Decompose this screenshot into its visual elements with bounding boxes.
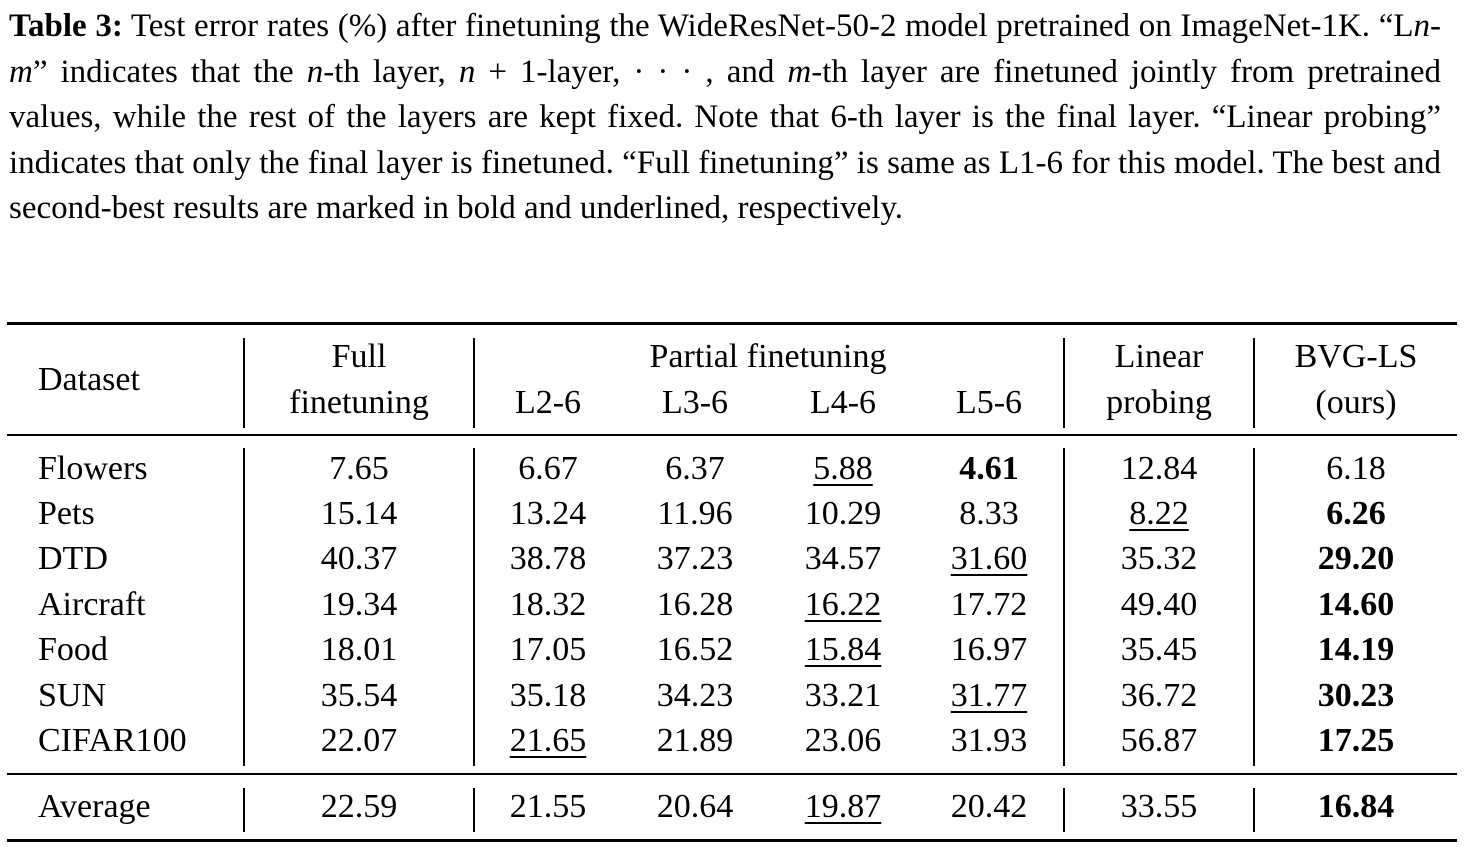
caption-var: m [9,53,33,90]
column-divider [1063,448,1065,766]
bottom-rule [7,839,1457,842]
table-row-value: 8.33 [959,495,1019,532]
caption-label: Table 3: [9,8,123,44]
average-rule [7,773,1457,775]
table-row-label: Food [38,631,108,668]
table-row-value: 33.21 [804,677,882,714]
table-row-value: 35.18 [509,677,587,714]
table-row-label: DTD [38,540,108,577]
table-row-value: 12.84 [1120,450,1198,487]
table-row-value: 14.60 [1317,586,1395,623]
table-row-label: Aircraft [38,586,146,623]
table-row-value: 13.24 [509,495,587,532]
header-ours-line2: (ours) [1315,384,1397,421]
table-row-value: 35.32 [1120,540,1198,577]
column-divider [473,338,475,428]
table-row-value: 7.65 [329,450,389,487]
table-row-value: 23.06 [804,722,882,759]
average-row-value: 21.55 [509,788,587,825]
table-row-value: 11.96 [657,495,733,532]
table-row-label: SUN [38,677,107,714]
table-row-value: 5.88 [813,450,873,487]
column-divider [1063,338,1065,428]
table-row-value: 16.22 [804,586,882,623]
table-row-value: 18.01 [320,631,398,668]
caption-var: n [1413,8,1431,44]
table-row-value: 38.78 [509,540,587,577]
header-linear-line2: probing [1106,384,1212,421]
caption-text: -th layer, [323,53,459,90]
table-row-value: 4.61 [959,450,1019,487]
table-row-value: 35.54 [320,677,398,714]
column-divider [1253,788,1255,832]
column-divider [473,788,475,832]
table-row-value: 17.05 [509,631,587,668]
table-row-value: 16.97 [950,631,1028,668]
table-row-value: 30.23 [1317,677,1395,714]
table-row-value: 29.20 [1317,540,1395,577]
table-row-value: 8.22 [1129,495,1189,532]
table-row-value: 34.23 [656,677,734,714]
table-row-value: 56.87 [1120,722,1198,759]
average-row-value: 20.64 [656,788,734,825]
table-row-value: 6.37 [665,450,725,487]
average-row-value: 33.55 [1120,788,1198,825]
header-rule [7,434,1457,436]
table-row-value: 15.14 [320,495,398,532]
table-row-value: 6.26 [1326,495,1386,532]
table-row-value: 31.60 [950,540,1028,577]
header-l4-6: L4-6 [809,384,877,421]
table-row-value: 37.23 [656,540,734,577]
caption-text: Test error rates (%) after finetuning the WideResNet-50-2 model pretrained on ImageNet-1K. “L [122,8,1414,44]
table-row-value: 19.34 [320,586,398,623]
average-row-value: 22.59 [320,788,398,825]
table-row-value: 14.19 [1317,631,1395,668]
table-row-value: 36.72 [1120,677,1198,714]
table-row-value: 16.52 [656,631,734,668]
caption-text: -th layer are finetuned jointly from pretrained values, while the rest of the layers are kept fixed. Note that 6-th layer is the final layer. “Linear probing” indicates that only the final layer is finetuned. “Full finetuning” is same as L1-6 for this model. The best and second-best results are marked in bold and underlined, respectively. [9,53,1441,227]
table-row-label: Flowers [38,450,148,487]
table-row-value: 16.28 [656,586,734,623]
caption-var: n [458,53,476,90]
table-row-value: 10.29 [804,495,882,532]
column-divider [1253,338,1255,428]
table-row-value: 6.67 [518,450,578,487]
table-row-value: 21.89 [656,722,734,759]
table-row-value: 21.65 [509,722,587,759]
table-row-value: 34.57 [804,540,882,577]
header-l2-6: L2-6 [514,384,582,421]
column-divider [1063,788,1065,832]
average-row-value: 19.87 [804,788,882,825]
table-row-value: 31.93 [950,722,1028,759]
header-l5-6: L5-6 [955,384,1023,421]
average-row-value: 16.84 [1317,788,1395,825]
caption-text: ” indicates that the [32,53,307,90]
average-row-label: Average [38,788,151,825]
table-row-value: 17.72 [950,586,1028,623]
table-row-value: 18.32 [509,586,587,623]
table-row-value: 31.77 [950,677,1028,714]
table-row-value: 15.84 [804,631,882,668]
table-row-value: 17.25 [1317,722,1395,759]
top-rule [7,322,1457,325]
table-row-value: 22.07 [320,722,398,759]
table-row-value: 40.37 [320,540,398,577]
caption-var: m [787,53,812,90]
caption-text: + 1-layer, · · · , and [475,53,788,90]
header-full-line2: finetuning [289,384,429,421]
caption-text: - [1430,8,1442,44]
column-divider [1253,448,1255,766]
caption-var: n [306,53,324,90]
table-row-label: CIFAR100 [38,722,187,759]
table-row-value: 49.40 [1120,586,1198,623]
column-divider [473,448,475,766]
table-row-value: 6.18 [1326,450,1386,487]
header-full-line1: Full [331,338,387,375]
header-partial: Partial finetuning [649,338,887,375]
header-ours-line1: BVG-LS [1294,338,1418,375]
header-l3-6: L3-6 [661,384,729,421]
column-divider [243,788,245,832]
header-dataset: Dataset [38,361,140,398]
average-row-value: 20.42 [950,788,1028,825]
column-divider [243,338,245,428]
table-row-label: Pets [38,495,95,532]
header-linear-line1: Linear [1114,338,1204,375]
column-divider [243,448,245,766]
table-row-value: 35.45 [1120,631,1198,668]
